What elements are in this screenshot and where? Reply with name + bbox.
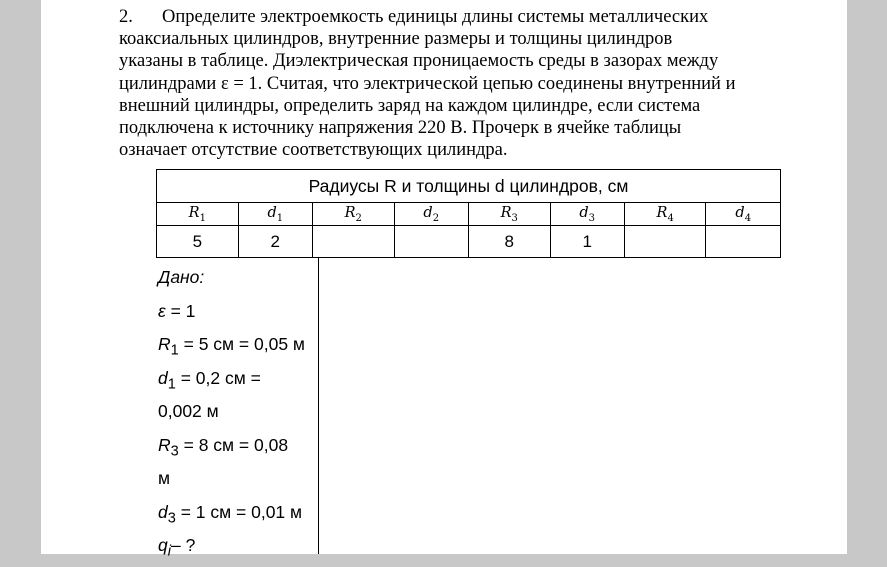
header-cell: $d_2$ bbox=[394, 203, 468, 226]
problem-statement bbox=[119, 6, 769, 161]
value-cell bbox=[624, 226, 706, 258]
table-values-row bbox=[157, 226, 781, 258]
problem-line: подключена к источнику напряжения 220 В. Прочерк в ячейке таблицы bbox=[119, 118, 682, 139]
header-cell: $d_1$ bbox=[238, 203, 312, 226]
value-cell bbox=[394, 226, 468, 258]
header-cell: $d_4$ bbox=[706, 203, 781, 226]
table-title: Радиусы R и толщины d цилиндров, см bbox=[157, 170, 781, 203]
header-cell: $R_2$ bbox=[312, 203, 394, 226]
problem-line: внешний цилиндры, определить заряд на каждом цилиндре, если система bbox=[119, 95, 701, 116]
cylinder-table bbox=[156, 169, 781, 258]
problem-number: 2. bbox=[119, 7, 133, 27]
given-divider bbox=[318, 258, 319, 554]
table-header-row bbox=[157, 203, 781, 226]
given-r1: $R_1 = 5$ см = 0,05 м bbox=[158, 334, 305, 359]
value-cell: 1 bbox=[550, 226, 624, 258]
given-d1-cont: 0,002 м bbox=[158, 401, 219, 421]
header-cell: $R_3$ bbox=[468, 203, 550, 226]
given-unknown: $q_i-$ ? bbox=[158, 535, 196, 560]
header-cell: $R_4$ bbox=[624, 203, 706, 226]
value-cell: 8 bbox=[468, 226, 550, 258]
given-d3: $d_3 = 1$ см = 0,01 м bbox=[158, 501, 303, 526]
given-r3: $R_3 = 8$ см = 0,08 bbox=[158, 434, 289, 459]
problem-line: 2. Определите электроемкость единицы длины системы металлических bbox=[119, 7, 709, 27]
given-r3-cont: м bbox=[158, 468, 171, 488]
value-cell bbox=[312, 226, 394, 258]
given-d1: $d_1 = 0,2$ см = bbox=[158, 367, 261, 392]
problem-line: указаны в таблице. Диэлектрическая проницаемость среды в зазорах между bbox=[119, 51, 719, 72]
value-cell: 5 bbox=[157, 226, 239, 258]
value-cell bbox=[706, 226, 781, 258]
given-heading: Дано: bbox=[158, 267, 205, 287]
value-cell: 2 bbox=[238, 226, 312, 258]
given-epsilon: ε = 1 bbox=[158, 300, 196, 321]
given-block bbox=[158, 262, 316, 564]
problem-line: коаксиальных цилиндров, внутренние размеры и толщины цилиндров bbox=[119, 29, 673, 50]
header-cell: $d_3$ bbox=[550, 203, 624, 226]
problem-line: означает отсутствие соответствующих цилиндра. bbox=[119, 140, 508, 161]
problem-line: цилиндрами ε = 1. Считая, что электрической цепью соединены внутренний и bbox=[119, 73, 736, 94]
header-cell: $R_1$ bbox=[157, 203, 239, 226]
